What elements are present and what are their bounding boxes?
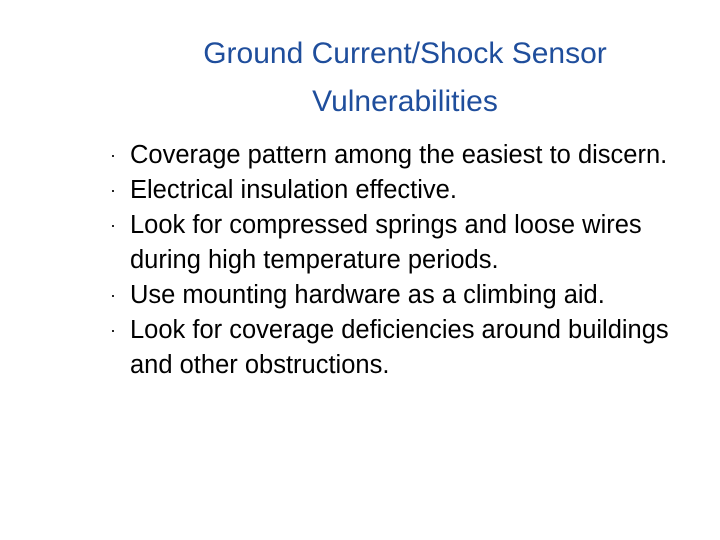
bullet-dot-icon: · bbox=[110, 180, 116, 200]
bullet-item bbox=[100, 278, 690, 313]
bullet-item bbox=[100, 208, 690, 278]
bullet-dot-icon: · bbox=[110, 145, 116, 165]
bullet-item bbox=[100, 138, 690, 173]
slide-title-line-2: Vulnerabilities bbox=[312, 85, 498, 118]
bullet-text: Electrical insulation effective. bbox=[130, 176, 457, 204]
slide-title bbox=[150, 30, 660, 126]
bullet-dot-icon: · bbox=[110, 320, 116, 340]
bullet-item bbox=[100, 173, 690, 208]
bullet-list bbox=[100, 138, 690, 383]
bullet-text: Look for coverage deficiencies around buildings and other obstructions. bbox=[130, 316, 669, 379]
bullet-dot-icon: · bbox=[110, 285, 116, 305]
bullet-text: Coverage pattern among the easiest to discern. bbox=[130, 141, 668, 169]
bullet-item bbox=[100, 313, 690, 383]
bullet-text: Look for compressed springs and loose wires during high temperature periods. bbox=[130, 211, 642, 274]
bullet-text: Use mounting hardware as a climbing aid. bbox=[130, 281, 605, 309]
slide-title-line-1: Ground Current/Shock Sensor bbox=[203, 37, 607, 70]
bullet-dot-icon: · bbox=[110, 215, 116, 235]
